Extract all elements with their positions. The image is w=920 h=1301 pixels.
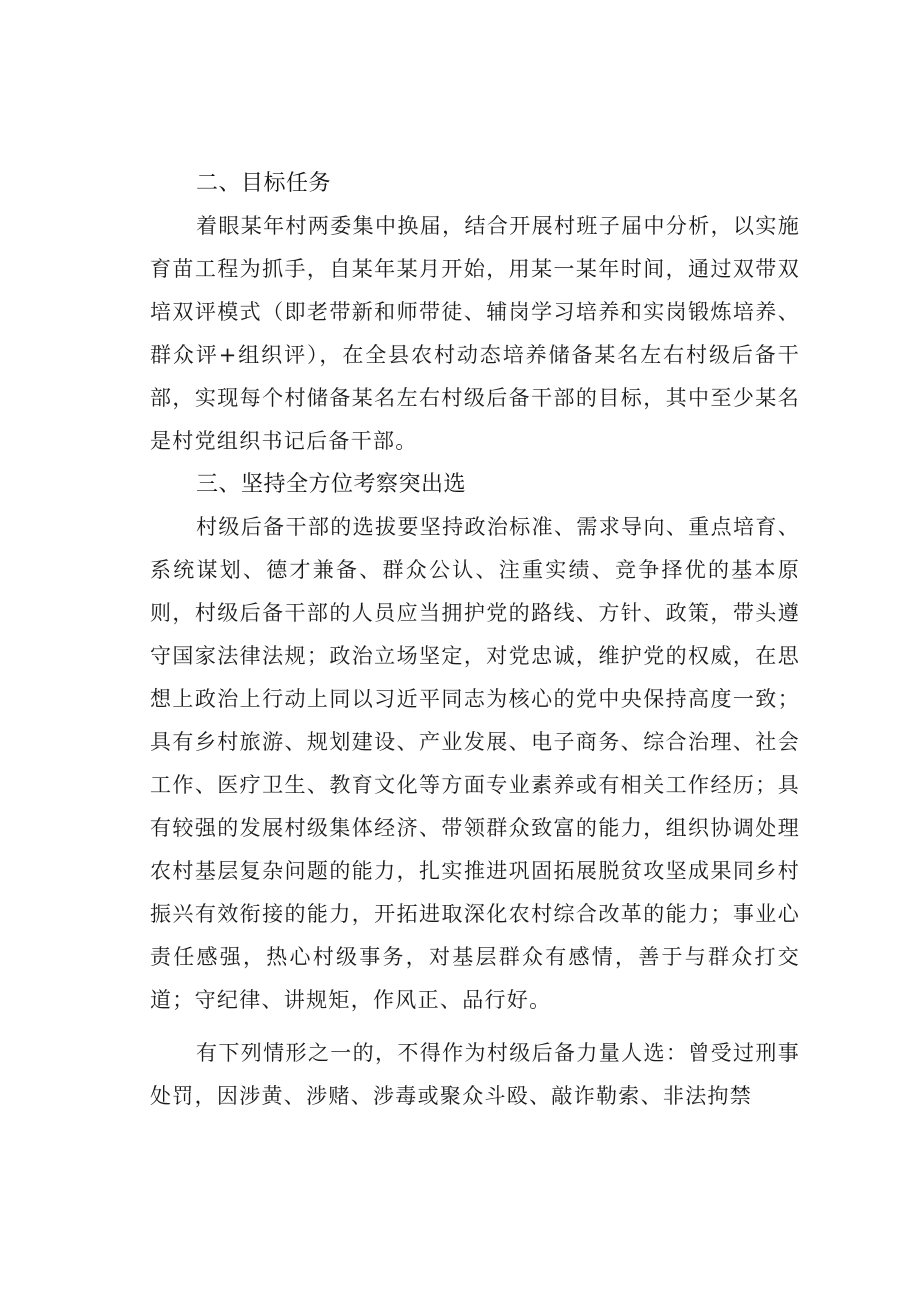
section-two-paragraph: 着眼某年村两委集中换届，结合开展村班子届中分析，以实施育苗工程为抓手，自某年某月开始，用某一某年时间，通过双带双培双评模式（即老带新和师带徒、辅岗学习培养和实岗锻炼培养、群众评+组织评），在全县农村动态培养储备某名左右村级后备干部，实现每个村储备某名左右村级后备干部的目标，其中至少某名是村党组织书记后备干部。 [150,214,800,453]
section-two-heading: 二、目标任务 [196,171,332,196]
section-three-paragraph-exclusions: 有下列情形之一的，不得作为村级后备力量人选：曾受过刑事处罚，因涉黄、涉赌、涉毒或聚众斗殴、敲诈勒索、非法拘禁 [150,1041,800,1108]
section-three-heading: 三、坚持全方位考察突出选 [196,472,467,497]
section-three-paragraph-criteria: 村级后备干部的选拔要坚持政治标准、需求导向、重点培育、系统谋划、德才兼备、群众公认、注重实绩、竞争择优的基本原则，村级后备干部的人员应当拥护党的路线、方针、政策，带头遵守国家法律法规；政治立场坚定，对党忠诚，维护党的权威，在思想上政治上行动上同以习近平同志为核心的党中央保持高度一致；具有乡村旅游、规划建设、产业发展、电子商务、综合治理、社会工作、医疗卫生、教育文化等方面专业素养或有相关工作经历；具有较强的发展村级集体经济、带领群众致富的能力，组织协调处理农村基层复杂问题的能力，扎实推进巩固拓展脱贫攻坚成果同乡村振兴有效衔接的能力，开拓进取深化农村综合改革的能力；事业心责任感强，热心村级事务，对基层群众有感情，善于与群众打交道；守纪律、讲规矩，作风正、品行好。 [150,515,800,1012]
document-body [150,162,800,1118]
